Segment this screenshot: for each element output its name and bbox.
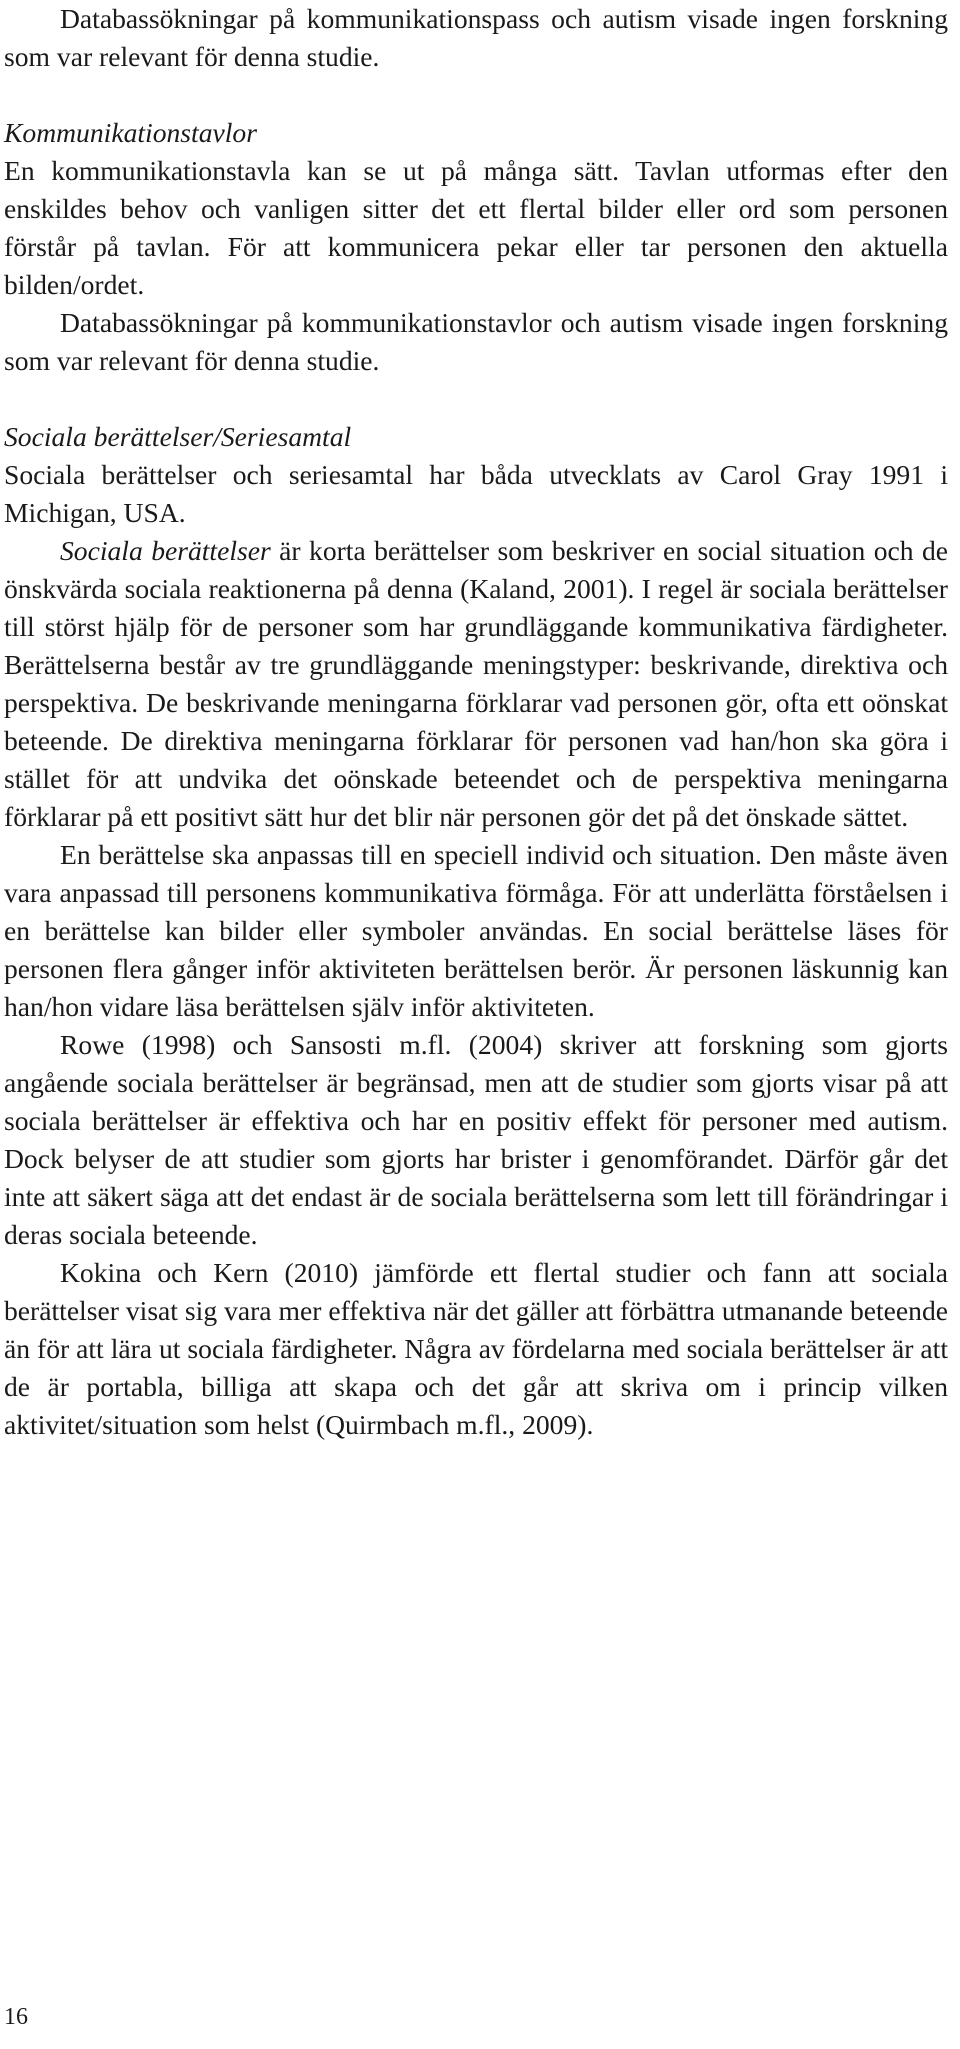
paragraph-sociala-berattelser-definition	[4, 532, 948, 836]
paragraph-database-search-pass: Databassökningar på kommunikationspass och autism visade ingen forskning som var relevant för denna studie.	[4, 3, 948, 72]
heading-kommunikationstavlor: Kommunikationstavlor	[4, 117, 257, 148]
term-sociala-berattelser: Sociala berättelser	[60, 535, 271, 566]
paragraph-kommunikationstavla: En kommunikationstavla kan se ut på många sätt. Tavlan utformas efter den enskildes behov och vanligen sitter det ett flertal bilder eller ord som personen förstår på tavlan. För att kommunicera pekar eller tar personen den aktuella bilden/ordet.	[4, 155, 948, 300]
heading-sociala-berattelser: Sociala berättelser/Seriesamtal	[4, 421, 352, 452]
paragraph-kokina-kern: Kokina och Kern (2010) jämförde ett flertal studier och fann att sociala berättelser visat sig vara mer effektiva när det gäller att förbättra utmanande beteende än för att lära ut sociala färdigheter. Några av fördelarna med sociala berättelser är att de är portabla, billiga att skapa och det går att skriva om i princip vilken aktivitet/situation som helst (Quirmbach m.fl., 2009).	[4, 1257, 948, 1440]
page-number: 16	[4, 2004, 28, 2030]
paragraph-rowe-sansosti: Rowe (1998) och Sansosti m.fl. (2004) skriver att forskning som gjorts angående sociala berättelser är begränsad, men att de studier som gjorts visar på att sociala berättelser är effektiva och har en positiv effekt för personer med autism. Dock belyser de att studier som gjorts har brister i genomförandet. Därför går det inte att säkert säga att det endast är de sociala berättelserna som lett till förändringar i deras sociala beteende.	[4, 1029, 948, 1250]
paragraph-carol-gray: Sociala berättelser och seriesamtal har båda utvecklats av Carol Gray 1991 i Michigan, USA.	[4, 459, 948, 528]
paragraph-anpassning: En berättelse ska anpassas till en speciell individ och situation. Den måste även vara anpassad till personens kommunikativa förmåga. För att underlätta förståelsen i en berättelse kan bilder eller symboler användas. En social berättelse läses för personen flera gånger inför aktiviteten berättelsen berör. Är personen läskunnig kan han/hon vidare läsa berättelsen själv inför aktiviteten.	[4, 839, 948, 1022]
document-page	[4, 0, 948, 1444]
paragraph-definition-body: är korta berättelser som beskriver en social situation och de önskvärda sociala reaktionerna på denna (Kaland, 2001). I regel är sociala berättelser till störst hjälp för de personer som har grundläggande kommunikativa färdigheter. Berättelserna består av tre grundläggande meningstyper: beskrivande, direktiva och perspektiva. De beskrivande meningarna förklarar vad personen gör, ofta ett oönskat beteende. De direktiva meningarna förklarar för personen vad han/hon ska göra i stället för att undvika det oönskade beteendet och de perspektiva meningarna förklarar på ett positivt sätt hur det blir när personen gör det på det önskade sättet.	[4, 535, 948, 832]
paragraph-database-search-tavlor: Databassökningar på kommunikationstavlor och autism visade ingen forskning som var relevant för denna studie.	[4, 307, 948, 376]
